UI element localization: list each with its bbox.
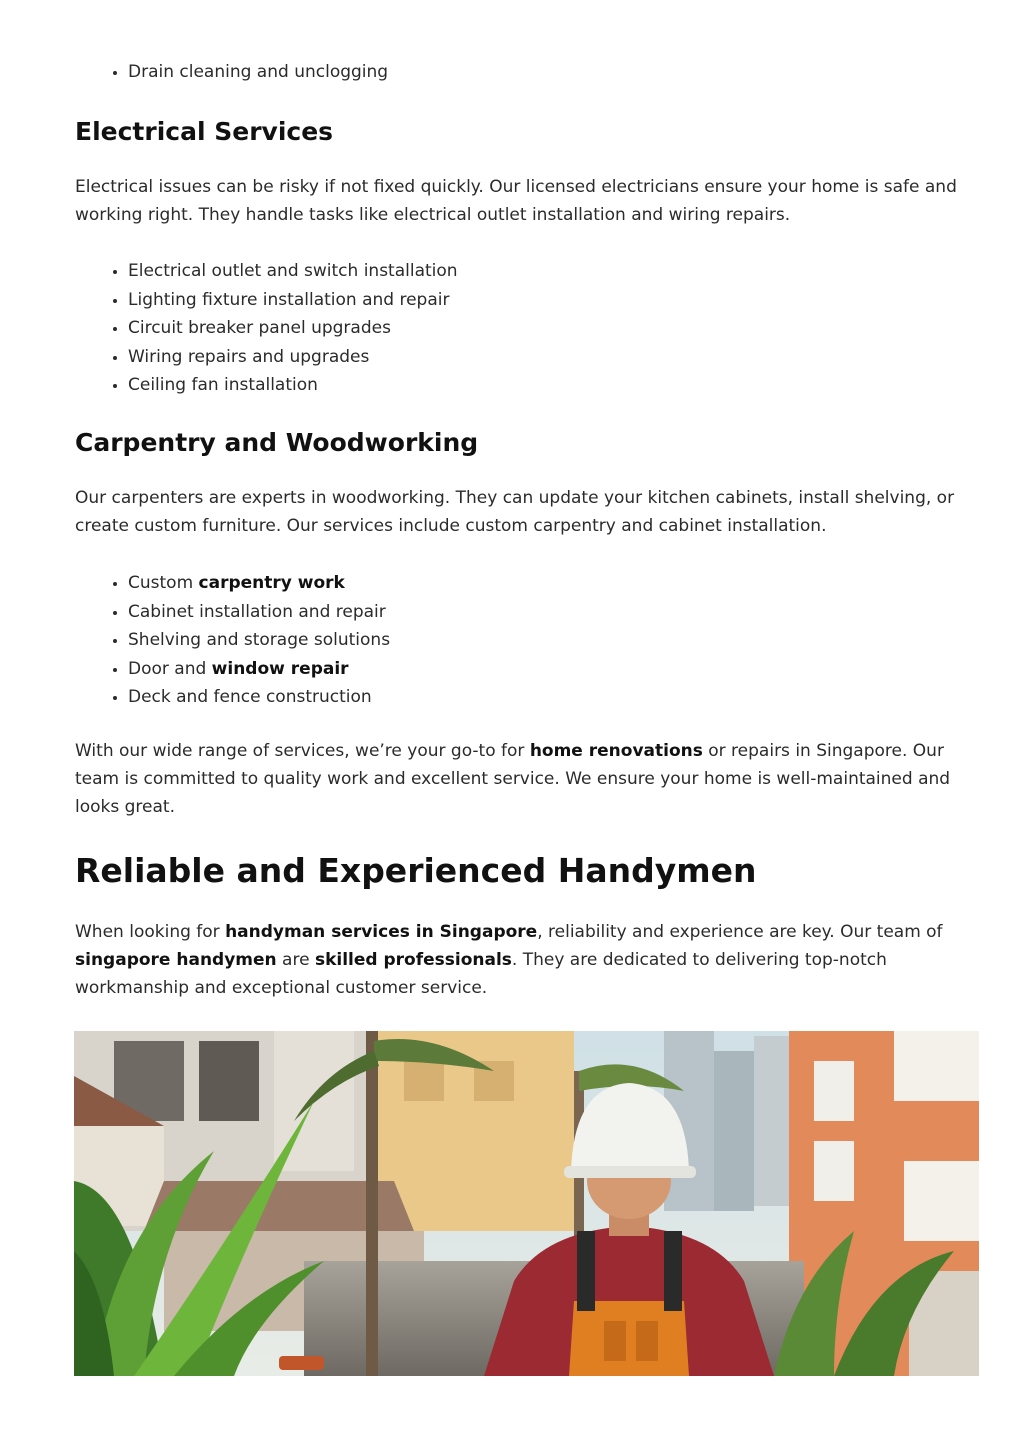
list-item: • Drain cleaning and unclogging: [128, 58, 1024, 87]
list-item: • Shelving and storage solutions: [128, 626, 1024, 655]
list-item: [128, 569, 1024, 598]
handymen-text: , reliability and experience are key. Our team of: [537, 922, 943, 942]
list-item: [128, 655, 1024, 684]
handymen-heading: Reliable and Experienced Handymen: [75, 851, 757, 890]
home-renovations-keyword: home renovations: [529, 741, 703, 761]
electrical-heading: Electrical Services: [75, 117, 334, 146]
handyman-photo: [74, 1031, 979, 1376]
handyman-services-keyword: handyman services in Singapore: [225, 922, 538, 942]
closing-text: or repairs in Singapore. Our team is committed to quality work and excellent service. We ensure your home is well-maintained and looks great.: [75, 741, 951, 817]
list-item: • Cabinet installation and repair: [128, 598, 1024, 627]
closing-paragraph: [75, 737, 979, 821]
closing-text: With our wide range of services, we’re your go-to for: [75, 741, 530, 761]
window-repair-keyword: window repair: [211, 658, 349, 679]
carpentry-paragraph: Our carpenters are experts in woodworking. They can update your kitchen cabinets, install shelving, or create custom furniture. Our services include custom carpentry and cabinet installation.: [75, 488, 955, 536]
handymen-text: . They are dedicated to delivering top-notch workmanship and exceptional customer service.: [75, 950, 887, 998]
list-item-text: Door and: [128, 658, 212, 679]
list-item: • Wiring repairs and upgrades: [128, 343, 1024, 372]
list-item-text: Custom: [128, 573, 199, 593]
electrical-list: [75, 257, 1024, 400]
skilled-professionals-keyword: skilled professionals: [314, 950, 512, 970]
carpentry-list: [75, 569, 1024, 712]
list-item: • Electrical outlet and switch installation: [128, 257, 1024, 286]
list-item: • Deck and fence construction: [128, 683, 1024, 712]
carpentry-heading: Carpentry and Woodworking: [75, 428, 479, 457]
singapore-handymen-keyword: singapore handymen: [75, 950, 277, 970]
list-item: • Circuit breaker panel upgrades: [128, 314, 1024, 343]
carpentry-work-keyword: carpentry work: [198, 573, 345, 593]
list-item: • Ceiling fan installation: [128, 371, 1024, 400]
handymen-paragraph: [75, 918, 979, 1002]
handymen-text: When looking for: [75, 922, 226, 942]
plumbing-list: [75, 58, 1024, 87]
list-item: • Lighting fixture installation and repair: [128, 286, 1024, 315]
electrical-paragraph: Electrical issues can be risky if not fixed quickly. Our licensed electricians ensure your home is safe and working right. They handle tasks like electrical outlet installation and wiring repairs.: [75, 177, 957, 225]
handymen-text: are: [276, 950, 315, 970]
